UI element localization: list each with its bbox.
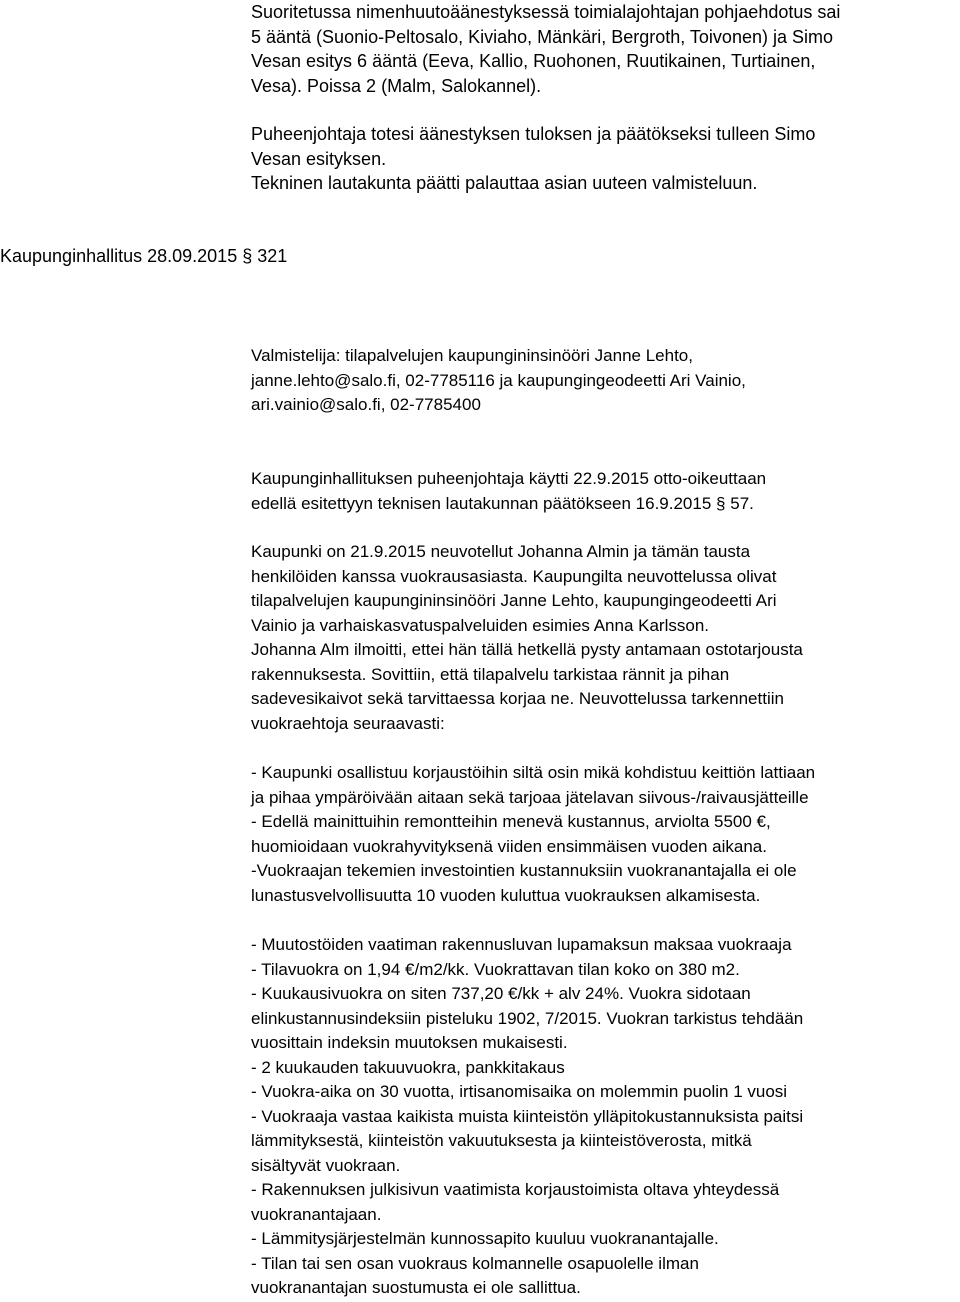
text-line: Vesan esitys 6 ääntä (Eeva, Kallio, Ruohonen, Ruutikainen, Turtiainen,	[251, 51, 816, 71]
heading-body: Kaupunginhallitus 28.09.2015	[0, 246, 238, 266]
heading-line	[0, 244, 287, 269]
list-item: - Kaupunki osallistuu korjaustöihin siltä osin mikä kohdistuu keittiön lattiaan	[251, 763, 816, 782]
list-item: - 2 kuukauden takuuvuokra, pankkitakaus	[251, 1057, 565, 1077]
list-item: sisältyvät vuokraan.	[251, 1155, 401, 1175]
text-line: janne.lehto@salo.fi, 02-7785116 ja kaupungingeodeetti Ari Vainio,	[251, 370, 746, 390]
chairman-paragraph	[251, 467, 766, 516]
decision-paragraph	[251, 122, 815, 196]
list-item: - Edellä mainittuihin remontteihin menevä kustannus, arviolta 5500 €,	[251, 812, 771, 831]
text-line: ari.vainio@salo.fi, 02-7785400	[251, 395, 481, 414]
terms-list-a	[251, 761, 815, 908]
text-line: Kaupunginhallituksen puheenjohtaja käytti 22.9.2015 otto-oikeuttaan	[251, 469, 767, 488]
text-line: henkilöiden kanssa vuokrausasiasta. Kaupungilta neuvottelussa olivat	[251, 566, 777, 586]
section-number: 321	[257, 246, 288, 266]
text-line: tilapalvelujen kaupungininsinööri Janne Lehto, kaupungingeodeetti Ari	[251, 591, 777, 610]
section-number: 57.	[730, 493, 754, 513]
text-line	[251, 492, 766, 517]
list-item: - Rakennuksen julkisivun vaatimista korjaustoimista oltava yhteydessä	[251, 1180, 780, 1199]
list-item: - Vuokra-aika on 30 vuotta, irtisanomisaika on molemmin puolin 1 vuosi	[251, 1082, 788, 1101]
list-item: - Kuukausivuokra on siten 737,20 €/kk + alv 24%. Vuokra sidotaan	[251, 984, 751, 1003]
list-item: - Muutostöiden vaatiman rakennusluvan lupamaksun maksaa vuokraaja	[251, 935, 792, 954]
text-line: Vesa). Poissa 2 (Malm, Salokannel).	[251, 75, 542, 96]
list-item: lunastusvelvollisuutta 10 vuoden kuluttua vuokrauksen alkamisesta.	[251, 885, 761, 905]
section-sign: §	[716, 493, 726, 513]
list-item: - Vuokraaja vastaa kaikista muista kiinteistön ylläpitokustannuksista paitsi	[251, 1106, 804, 1126]
list-item: - Tilavuokra on 1,94 €/m2/kk. Vuokrattavan tilan koko on 380 m2.	[251, 959, 740, 979]
text-line: 5 ääntä (Suonio-Peltosalo, Kiviaho, Mänkäri, Bergroth, Toivonen) ja Simo	[251, 26, 833, 47]
list-item: ja pihaa ympäröivään aitaan sekä tarjoaa jätelavan siivous-/raivausjätteille	[251, 787, 809, 807]
list-item: huomioidaan vuokrahyvityksenä viiden ensimmäisen vuoden aikana.	[251, 836, 767, 856]
preparer-paragraph	[251, 344, 746, 418]
text-line: sadevesikaivot sekä tarvittaessa korjaa ne. Neuvottelussa tarkennettiin	[251, 689, 784, 708]
text-line: Puheenjohtaja totesi äänestyksen tuloksen ja päätökseksi tulleen Simo	[251, 124, 816, 144]
list-item: lämmityksestä, kiinteistön vakuutuksesta ja kiinteistöverosta, mitkä	[251, 1131, 752, 1150]
text-line: Kaupunki on 21.9.2015 neuvotellut Johanna Almin ja tämän tausta	[251, 542, 751, 561]
line-text: edellä esitettyyn teknisen lautakunnan päätökseen 16.9.2015	[251, 493, 712, 513]
text-line: rakennuksesta. Sovittiin, että tilapalvelu tarkistaa rännit ja pihan	[251, 664, 730, 684]
list-item: vuosittain indeksin muutoksen mukaisesti.	[251, 1033, 568, 1052]
terms-list-b	[251, 933, 803, 1301]
section-sign: §	[242, 246, 253, 266]
list-item: - Lämmitysjärjestelmän kunnossapito kuuluu vuokranantajalle.	[251, 1229, 719, 1248]
text-line: vuokraehtoja seuraavasti:	[251, 713, 445, 733]
list-item: vuokranantajan suostumusta ei ole sallittua.	[251, 1278, 581, 1297]
vote-paragraph	[251, 0, 840, 98]
list-item: -Vuokraajan tekemien investointien kustannuksiin vuokranantajalla ei ole	[251, 861, 797, 880]
negotiation-paragraph	[251, 540, 803, 736]
text-line: Johanna Alm ilmoitti, ettei hän tällä hetkellä pysty antamaan ostotarjousta	[251, 640, 803, 659]
list-item: vuokranantajaan.	[251, 1204, 382, 1224]
text-line: Vesan esityksen.	[251, 148, 387, 169]
text-line: Suoritetussa nimenhuutoäänestyksessä toimialajohtajan pohjaehdotus sai	[251, 2, 841, 22]
list-item: - Tilan tai sen osan vuokraus kolmannelle osapuolelle ilman	[251, 1253, 699, 1273]
list-item: elinkustannusindeksiin pisteluku 1902, 7/2015. Vuokran tarkistus tehdään	[251, 1008, 804, 1028]
text-line: Valmistelija: tilapalvelujen kaupungininsinööri Janne Lehto,	[251, 346, 693, 365]
text-line: Vainio ja varhaiskasvatuspalveluiden esimies Anna Karlsson.	[251, 615, 709, 635]
meeting-heading	[0, 244, 287, 269]
text-line: Tekninen lautakunta päätti palauttaa asian uuteen valmisteluun.	[251, 173, 758, 193]
